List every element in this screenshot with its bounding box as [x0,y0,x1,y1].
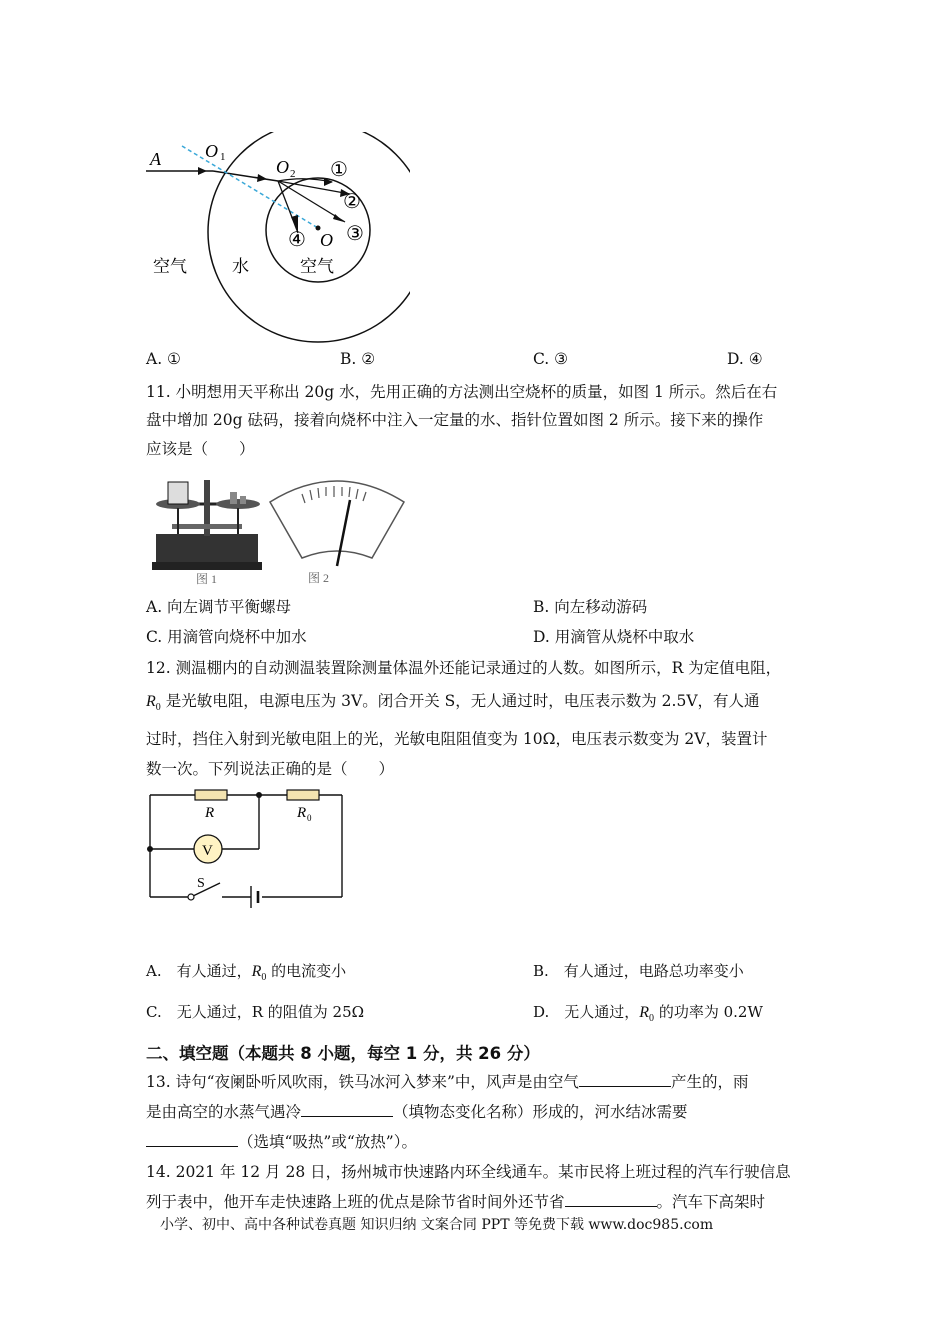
ray-3-label: ③ [346,223,364,245]
blank-1[interactable] [579,1070,671,1087]
q11-line-2: 盘中增加 20g 砝码，接着向烧杯中注入一定量的水、指针位置如图 2 所示。接下来的操作 [146,411,764,429]
q11-option-a[interactable]: A. 向左调节平衡螺母 [146,598,292,616]
q12-line-3: 过时，挡住入射到光敏电阻上的光，光敏电阻阻值变为 10Ω，电压表示数变为 2V，装置计 [146,730,768,748]
q11-line-1: 11. 小明想用天平称出 20g 水，先用正确的方法测出空烧杯的质量，如图 1 所示。然后在右 [146,383,778,401]
q14-line-1: 14. 2021 年 12 月 28 日，扬州城市快速路内环全线通车。某市民将上班过程的汽车行驶信息 [146,1163,791,1181]
q12-line-4: 数一次。下列说法正确的是（ ） [146,760,395,778]
switch-label: S [197,876,205,891]
circuit-label-R0: R [297,805,307,821]
q10-option-a[interactable]: A. ① [146,350,181,368]
voltmeter-label: V [202,843,213,859]
q12-option-d[interactable]: D. 无人通过，$R_0$ 的功率为 0.2W [533,1003,763,1025]
q12-line-1: 12. 测温棚内的自动测温装置除测量体温外还能记录通过的人数。如图所示，R 为定值电阻， [146,659,782,677]
q13-line-2: 是由高空的水蒸气遇冷 （填物态变化名称）形成的，河水结冰需要 [146,1100,688,1124]
balance-pointer-figure-2 [262,470,412,586]
q11-option-d[interactable]: D. 用滴管从烧杯中取水 [533,628,695,646]
q12-line-2: $R_0$ 是光敏电阻，电源电压为 3V。闭合开关 S，无人通过时，电压表示数为 2.5V，有人通 [146,692,760,714]
ray-4-label: ④ [288,229,306,251]
circuit-diagram [140,784,352,916]
blank-2[interactable] [301,1100,393,1117]
region-inner-air: 空气 [300,257,334,276]
q11-option-c[interactable]: C. 用滴管向烧杯中加水 [146,628,307,646]
q12-option-c[interactable]: C. 无人通过，R 的阻值为 25Ω [146,1003,365,1021]
label-O1-sub: 1 [220,151,226,163]
refraction-diagram [140,132,410,350]
ray-1-label: ① [330,159,348,181]
label-O2-sub: 2 [290,168,296,180]
q10-option-b[interactable]: B. ② [340,350,376,368]
section-title: 二、填空题（本题共 8 小题，每空 1 分，共 26 分） [146,1044,540,1063]
ray-2-label: ② [343,191,361,213]
q14-line-2: 列于表中，他开车走快速路上班的优点是除节省时间外还节省 。汽车下高架时 [146,1190,765,1214]
balance-figure-1 [150,474,265,586]
q10-option-d[interactable]: D. ④ [727,350,763,368]
q12-option-a[interactable]: A. 有人通过，$R_0$ 的电流变小 [146,962,347,984]
q11-line-3: 应该是（ ） [146,440,255,458]
blank-3[interactable] [146,1130,238,1147]
r0-symbol: $R_0$ [146,693,161,714]
circuit-label-R: R [205,805,215,821]
fig2-caption: 图 2 [308,571,330,585]
q10-option-c[interactable]: C. ③ [533,350,569,368]
fig1-caption: 图 1 [196,572,218,586]
label-A: A [150,149,161,169]
circuit-label-R0-sub: 0 [307,813,312,823]
label-O: O [320,230,333,250]
page-footer: 小学、初中、高中各种试卷真题 知识归纳 文案合同 PPT 等免费下载 www.doc985.com [160,1217,714,1233]
q13-line-3: （选填“吸热”或“放热”）。 [146,1130,417,1154]
label-O2: O [276,157,289,177]
label-O1: O [205,141,218,161]
region-outer-air: 空气 [153,257,187,276]
blank-4[interactable] [565,1190,657,1207]
q11-option-b[interactable]: B. 向左移动游码 [533,598,648,616]
region-water: 水 [232,257,249,276]
q13-line-1: 13. 诗句“夜阑卧听风吹雨，铁马冰河入梦来”中，风声是由空气 产生的，雨 [146,1070,748,1094]
q12-option-b[interactable]: B. 有人通过，电路总功率变小 [533,962,744,980]
